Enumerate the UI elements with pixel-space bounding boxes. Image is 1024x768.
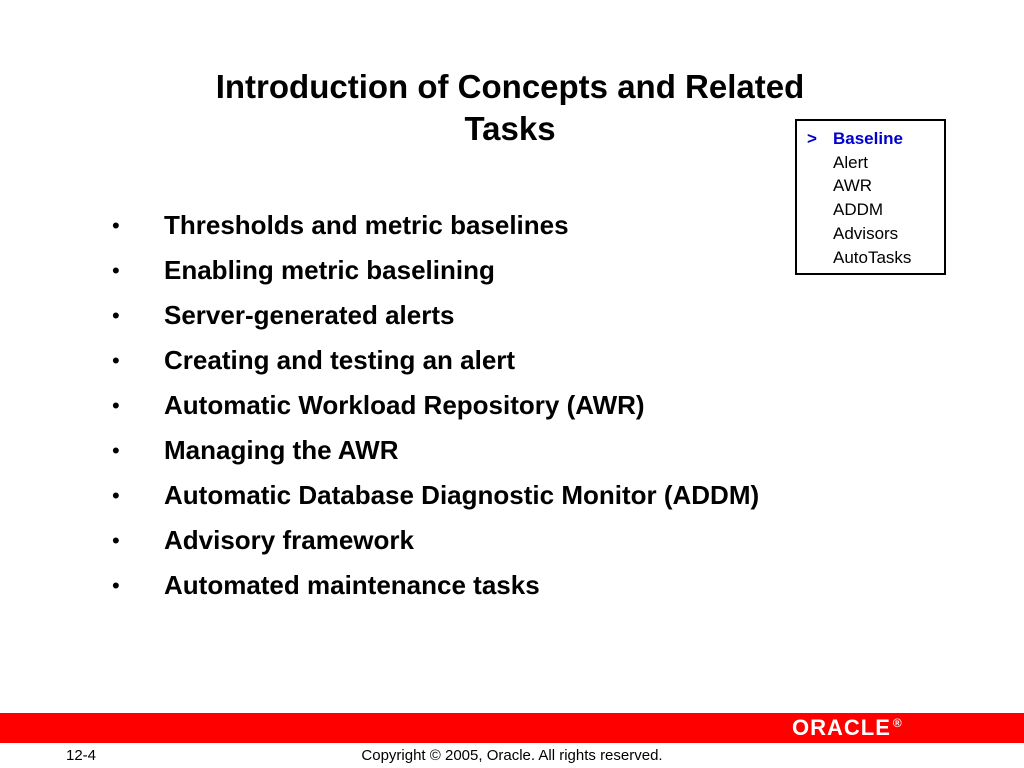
registered-mark-icon: ® xyxy=(892,716,903,730)
title-line-1: Introduction of Concepts and Related xyxy=(215,68,805,105)
bullet-text: Automatic Database Diagnostic Monitor (ADDM) xyxy=(164,480,760,510)
bullet-item xyxy=(112,338,759,383)
current-topic-marker: > xyxy=(807,129,817,148)
nav-item-label: Alert xyxy=(833,152,868,172)
bullet-icon: • xyxy=(112,393,120,418)
nav-item-label: Advisors xyxy=(833,223,899,243)
logo-text: ORACLE xyxy=(792,715,891,740)
bullet-icon: • xyxy=(112,483,120,508)
bullet-item xyxy=(112,563,759,608)
bullet-icon: • xyxy=(112,258,120,283)
bullet-text: Advisory framework xyxy=(164,525,414,555)
bullet-text: Managing the AWR xyxy=(164,435,399,465)
nav-item-label: ADDM xyxy=(833,200,884,220)
page-number: 12-4 xyxy=(66,747,97,764)
bullet-item xyxy=(112,383,759,428)
nav-item-addm xyxy=(807,198,944,222)
bullet-item xyxy=(112,293,759,338)
bullet-item xyxy=(112,428,759,473)
copyright-notice: Copyright © 2005, Oracle. All rights reserved. xyxy=(361,747,663,764)
bullet-item xyxy=(112,203,759,248)
nav-item-alert xyxy=(807,151,944,175)
topic-navigator xyxy=(795,119,946,275)
bullet-item xyxy=(112,248,759,293)
slide-title xyxy=(110,66,910,150)
nav-item-baseline xyxy=(807,127,944,151)
bullet-text: Creating and testing an alert xyxy=(164,345,516,375)
bullet-text: Enabling metric baselining xyxy=(164,255,495,285)
bullet-text: Thresholds and metric baselines xyxy=(164,210,569,240)
bullet-icon: • xyxy=(112,438,120,463)
oracle-logo xyxy=(792,716,903,740)
bullet-icon: • xyxy=(112,528,120,553)
bullet-text: Automated maintenance tasks xyxy=(164,570,540,600)
bullet-icon: • xyxy=(112,573,120,598)
nav-item-label: Baseline xyxy=(833,129,903,148)
bullet-icon: • xyxy=(112,348,120,373)
bullet-text: Server-generated alerts xyxy=(164,300,455,330)
nav-item-label: AutoTasks xyxy=(833,247,912,267)
slide-footer xyxy=(0,743,1024,768)
title-line-2: Tasks xyxy=(464,110,556,147)
nav-item-label: AWR xyxy=(833,176,873,196)
bullet-text: Automatic Workload Repository (AWR) xyxy=(164,390,645,420)
nav-item-advisors xyxy=(807,222,944,246)
bullet-item xyxy=(112,473,759,518)
bullet-icon: • xyxy=(112,213,120,238)
bullet-item xyxy=(112,518,759,563)
bullet-list xyxy=(112,203,759,608)
nav-item-autotasks xyxy=(807,246,944,270)
nav-item-awr xyxy=(807,174,944,198)
bullet-icon: • xyxy=(112,303,120,328)
